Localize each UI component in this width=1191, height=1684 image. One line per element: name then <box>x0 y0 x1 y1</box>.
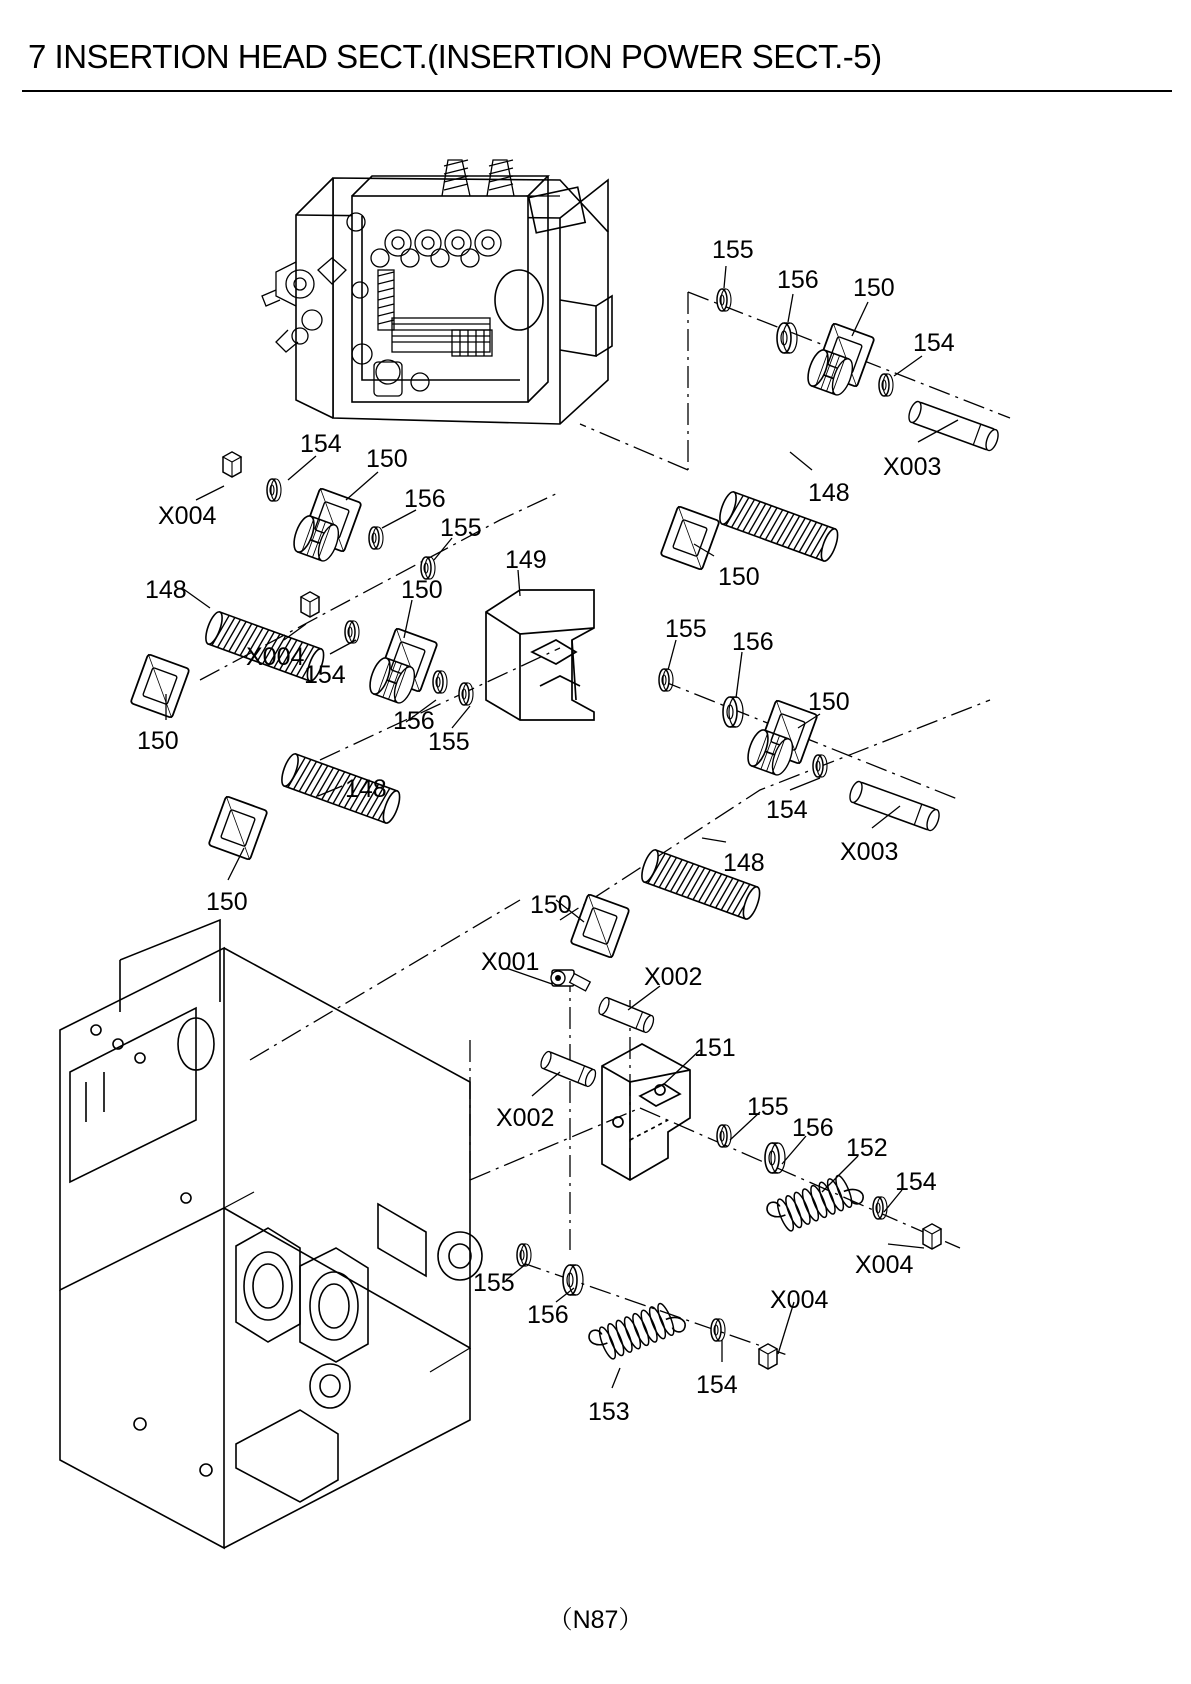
callout-label: 156 <box>777 266 819 294</box>
callout-label: 154 <box>696 1371 738 1399</box>
head-assembly-illustration <box>262 160 612 424</box>
callout-label: 155 <box>473 1269 515 1297</box>
callout-label: 156 <box>393 707 435 735</box>
callout-label: 156 <box>527 1301 569 1329</box>
callout-label: 148 <box>723 849 765 877</box>
callout-label: 150 <box>530 891 572 919</box>
callout-label: 153 <box>588 1398 630 1426</box>
callout-label: 150 <box>808 688 850 716</box>
callout-label: 150 <box>137 727 179 755</box>
callout-label: 154 <box>304 661 346 689</box>
callout-label: X001 <box>481 948 540 976</box>
callout-label: X004 <box>246 643 305 671</box>
callout-label: 156 <box>792 1114 834 1142</box>
leader-lines <box>166 266 958 1388</box>
callout-label: 155 <box>440 514 482 542</box>
callout-label: 155 <box>665 615 707 643</box>
callout-label: 150 <box>206 888 248 916</box>
center-bracket-149 <box>486 590 594 720</box>
callout-label: 152 <box>846 1134 888 1162</box>
callout-label: 148 <box>145 576 187 604</box>
callout-label: 155 <box>747 1093 789 1121</box>
callout-label: 151 <box>694 1034 736 1062</box>
callout-label: 150 <box>366 445 408 473</box>
callout-label: 150 <box>853 274 895 302</box>
callout-label: X004 <box>158 502 217 530</box>
callout-label: X002 <box>644 963 703 991</box>
callout-label: 154 <box>895 1168 937 1196</box>
page-title: 7 INSERTION HEAD SECT.(INSERTION POWER SECT.-5) <box>28 38 882 75</box>
callout-label: 155 <box>428 728 470 756</box>
callout-label: 150 <box>401 576 443 604</box>
base-casting-illustration <box>60 920 482 1548</box>
callout-label: 155 <box>712 236 754 264</box>
page-footer: （N87） <box>547 1606 644 1634</box>
callout-label: X003 <box>840 838 899 866</box>
bracket-151 <box>602 1044 690 1180</box>
callout-label: X003 <box>883 453 942 481</box>
callout-label: 148 <box>808 479 850 507</box>
callout-label: 150 <box>718 563 760 591</box>
callout-label: X004 <box>770 1286 829 1314</box>
callout-label: 154 <box>300 430 342 458</box>
callout-label: 156 <box>732 628 774 656</box>
callout-label: 148 <box>345 775 387 803</box>
spring-stack-mid-right <box>570 669 941 958</box>
callout-label: 156 <box>404 485 446 513</box>
callout-label: 154 <box>766 796 808 824</box>
callout-label: X002 <box>496 1104 555 1132</box>
callout-label: X004 <box>855 1251 914 1279</box>
callout-label: 149 <box>505 546 547 574</box>
callout-label: 154 <box>913 329 955 357</box>
